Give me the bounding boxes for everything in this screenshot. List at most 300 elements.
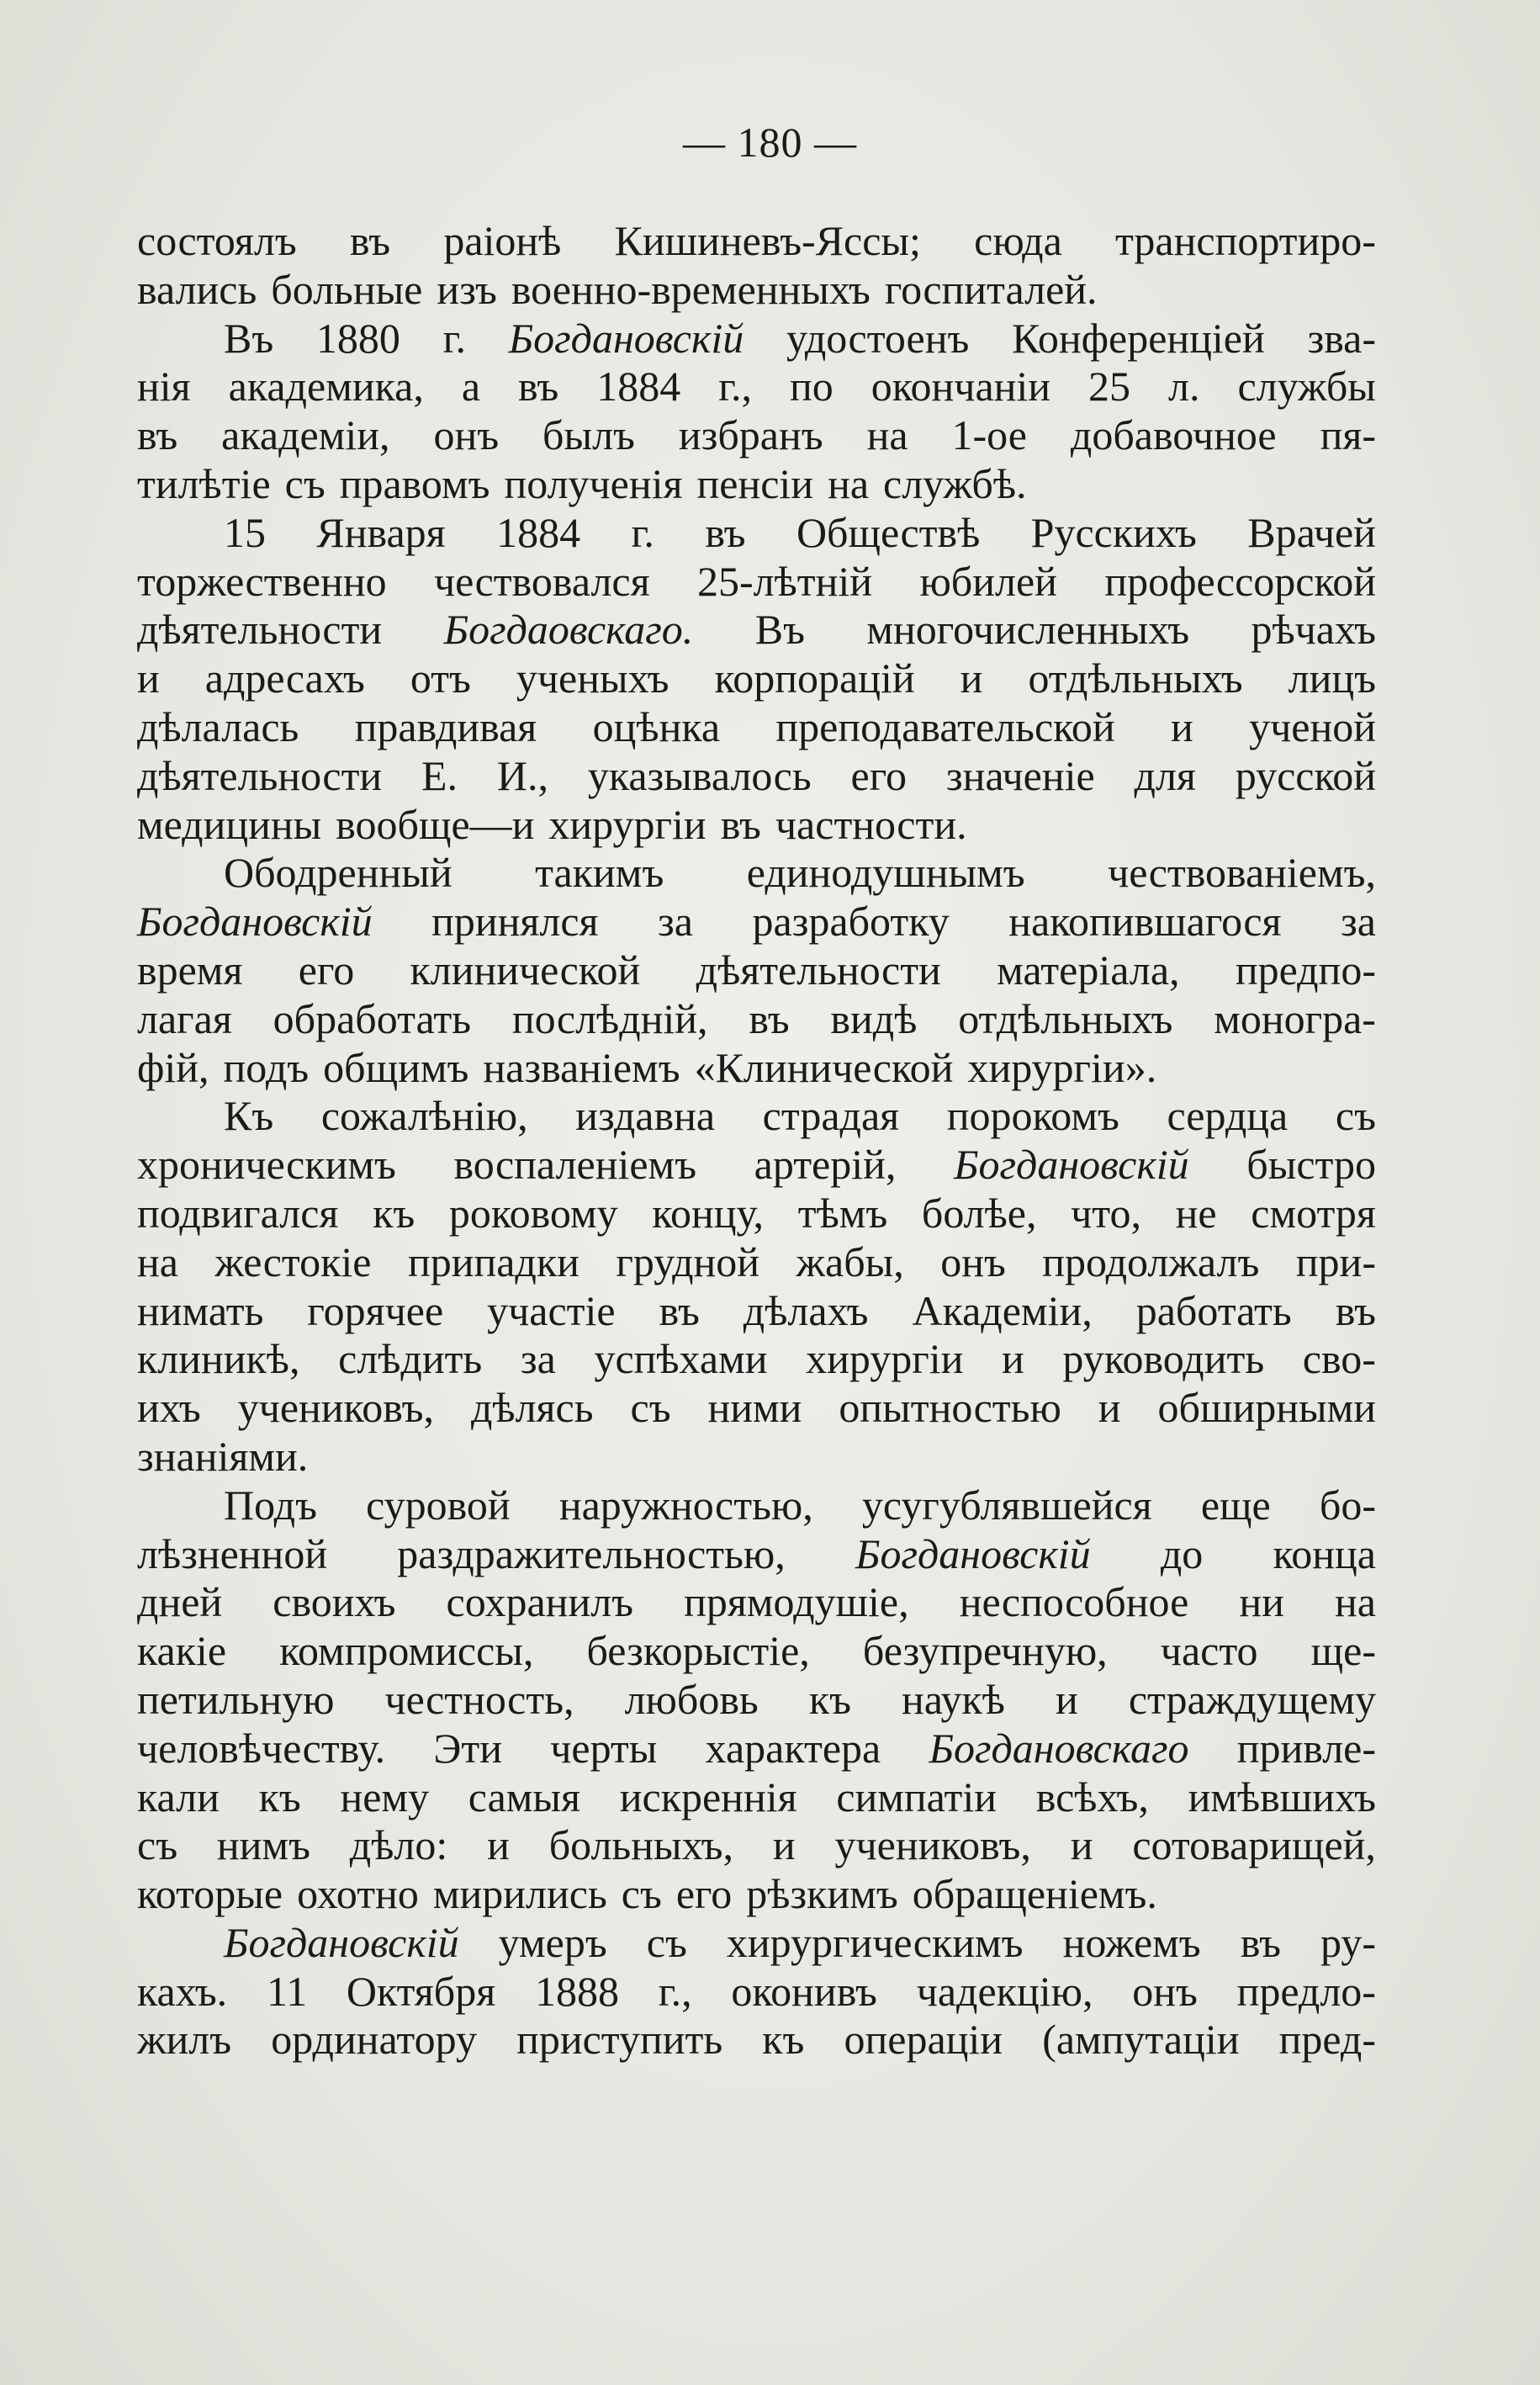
- word: [974, 217, 1062, 266]
- text: наружностью,: [558, 1481, 813, 1529]
- text: Ободренный: [224, 849, 452, 897]
- text: опытностью: [839, 1384, 1061, 1432]
- word: [616, 1238, 759, 1287]
- text: добавочное: [1070, 411, 1277, 459]
- text: онъ: [1132, 1967, 1198, 2015]
- text: лагая: [137, 994, 232, 1042]
- text: окончаніи: [871, 363, 1051, 411]
- word: [487, 1287, 615, 1336]
- text-line: [137, 703, 1376, 752]
- word: [1071, 1190, 1141, 1238]
- text-line: [137, 801, 1376, 850]
- text: клинической: [410, 946, 641, 994]
- text: за: [520, 1335, 556, 1383]
- word: [433, 1870, 607, 1919]
- word: [844, 2016, 1003, 2064]
- text: на: [1335, 1578, 1376, 1626]
- word: [1296, 1238, 1376, 1287]
- text: въ: [349, 217, 391, 264]
- text: въ: [1335, 1286, 1376, 1334]
- text: съ: [137, 1821, 178, 1869]
- word: [1062, 1335, 1264, 1384]
- word: [137, 2016, 231, 2064]
- word: [483, 1044, 680, 1093]
- word: [336, 801, 534, 850]
- word: [967, 1044, 1156, 1093]
- word: [625, 1676, 759, 1725]
- word: [137, 1725, 385, 1773]
- word: [727, 1919, 1024, 1968]
- word: [1171, 703, 1193, 752]
- text-line: [137, 1044, 1376, 1093]
- word: [453, 1141, 696, 1190]
- word: [447, 1578, 633, 1627]
- text: дѣятельности: [137, 606, 383, 654]
- word: [431, 898, 598, 946]
- text-line: [137, 752, 1376, 801]
- word: [697, 558, 872, 607]
- word: [137, 946, 242, 995]
- text-line: [137, 1092, 1376, 1141]
- word: [267, 1968, 307, 2017]
- word: [449, 1190, 618, 1238]
- text: тѣмъ: [797, 1189, 888, 1237]
- word: [1071, 411, 1277, 460]
- word: [224, 315, 273, 363]
- word: [1320, 1481, 1376, 1530]
- text: умеръ: [498, 1918, 607, 1966]
- text: хроническимъ: [137, 1141, 396, 1189]
- word: [954, 1141, 1189, 1190]
- word: [883, 460, 1026, 509]
- text: клиникѣ,: [137, 1335, 300, 1383]
- italic-text: Богдановскій: [508, 314, 744, 362]
- word: [1129, 1676, 1376, 1725]
- word: [1311, 1627, 1376, 1676]
- word: [366, 1481, 511, 1530]
- word: [307, 1287, 443, 1336]
- word: [1320, 1919, 1376, 1968]
- text: горячее: [307, 1286, 444, 1334]
- text: пред-: [1278, 2016, 1376, 2064]
- text: искреннія: [619, 1773, 797, 1821]
- text: издавна: [575, 1092, 716, 1140]
- word: [1132, 1821, 1376, 1870]
- word: [715, 655, 915, 703]
- text: «Клинической: [694, 1043, 954, 1091]
- text: былъ: [542, 411, 635, 459]
- text: черты: [550, 1724, 658, 1772]
- text: послѣдній,: [511, 994, 708, 1042]
- word: [652, 1190, 764, 1238]
- text: профессорской: [1104, 557, 1376, 605]
- text-line: [137, 1335, 1376, 1384]
- text: безкорыстіе,: [586, 1627, 810, 1675]
- text: къ: [762, 2016, 805, 2064]
- text: ихъ: [137, 1384, 201, 1432]
- text: видѣ: [830, 994, 918, 1042]
- word: [347, 1968, 495, 2017]
- text: накопившагося: [1008, 898, 1282, 946]
- word: [747, 849, 1025, 898]
- text: которые: [137, 1870, 283, 1918]
- text: и: [960, 655, 983, 702]
- text: такимъ: [535, 849, 664, 897]
- word: [137, 1044, 209, 1093]
- word: [917, 1968, 1093, 2017]
- text: 1-ое: [951, 411, 1027, 459]
- word: [1031, 509, 1197, 558]
- text: и: [1098, 1384, 1121, 1432]
- word: [259, 1773, 301, 1822]
- word: [137, 1384, 201, 1433]
- text-line: [137, 1238, 1376, 1287]
- text-line: [137, 1141, 1376, 1190]
- word: [549, 1821, 733, 1870]
- text: кахъ.: [137, 1967, 228, 2015]
- text: И.,: [496, 751, 548, 799]
- text: артерій,: [754, 1141, 897, 1189]
- text: при-: [1295, 1238, 1376, 1285]
- text: больныхъ,: [548, 1821, 734, 1869]
- word: [205, 655, 365, 703]
- word: [434, 558, 650, 607]
- word: [496, 509, 580, 558]
- word: [408, 1238, 579, 1287]
- word: [786, 315, 969, 363]
- text: его: [298, 946, 355, 994]
- word: [863, 1627, 1108, 1676]
- text: ученой: [1249, 702, 1376, 750]
- word: [516, 2016, 722, 2064]
- text: подвигался: [137, 1189, 339, 1237]
- text: его: [675, 1870, 733, 1918]
- word: [828, 460, 869, 509]
- text-line: [137, 2016, 1376, 2064]
- word: [316, 315, 400, 363]
- text: 15: [224, 508, 266, 556]
- word: [1246, 1141, 1376, 1190]
- italic-text: Богдановскій: [224, 1918, 459, 1966]
- text: знаніями.: [137, 1432, 309, 1480]
- word: [1241, 1919, 1281, 1968]
- word: [951, 411, 1026, 460]
- text: обращеніемъ.: [912, 1870, 1157, 1918]
- word: [1201, 1481, 1271, 1530]
- text: Подъ: [224, 1481, 317, 1529]
- word: [1167, 1092, 1289, 1141]
- text: частности.: [775, 800, 967, 848]
- text: усугублявшейся: [861, 1481, 1152, 1529]
- text: Января: [316, 508, 446, 556]
- word: [137, 1627, 226, 1676]
- word: [1012, 315, 1265, 363]
- word: [1336, 1287, 1376, 1336]
- word: [706, 1725, 881, 1773]
- text: сотоварищей,: [1132, 1821, 1376, 1869]
- word: [316, 509, 445, 558]
- word: [1008, 898, 1281, 946]
- word: [615, 217, 921, 266]
- word: [885, 266, 1098, 315]
- text: Къ: [224, 1092, 274, 1140]
- word: [487, 1821, 510, 1870]
- word: [433, 1725, 502, 1773]
- word: [321, 1092, 528, 1141]
- text: на: [137, 1238, 178, 1285]
- word: [721, 801, 761, 850]
- text-line: [137, 1287, 1376, 1336]
- text: самыя: [468, 1773, 581, 1821]
- word: [137, 1190, 338, 1238]
- word: [137, 1821, 177, 1870]
- word: [659, 1968, 692, 2017]
- text: для: [1134, 751, 1196, 799]
- text: 1888: [535, 1967, 620, 2015]
- word: [238, 1384, 434, 1433]
- word: [137, 1433, 308, 1481]
- word: [773, 1821, 796, 1870]
- word: [221, 411, 389, 460]
- text-line: [137, 898, 1376, 946]
- word: [684, 1578, 908, 1627]
- word: [836, 1773, 997, 1822]
- word: [1168, 363, 1199, 411]
- text: сердца: [1167, 1092, 1289, 1140]
- text: порокомъ: [946, 1092, 1119, 1140]
- word: [867, 411, 908, 460]
- text: кали: [137, 1773, 220, 1821]
- text: обработать: [273, 994, 472, 1042]
- word: [1335, 1578, 1376, 1627]
- word: [1136, 1287, 1292, 1336]
- text: работать: [1135, 1286, 1292, 1334]
- word: [1252, 606, 1376, 655]
- word: [922, 1190, 1037, 1238]
- text: нему: [340, 1773, 430, 1821]
- word: [1303, 1335, 1376, 1384]
- word: [512, 995, 708, 1044]
- word: [1002, 1335, 1024, 1384]
- text: отдѣльныхъ: [1028, 655, 1243, 702]
- word: [696, 946, 941, 995]
- word: [137, 1287, 263, 1336]
- word: [224, 1092, 273, 1141]
- word: [279, 1627, 533, 1676]
- word: [137, 655, 160, 703]
- word: [224, 849, 452, 898]
- word: [323, 1044, 468, 1093]
- text: 11: [266, 1967, 308, 2015]
- word: [752, 898, 949, 946]
- word: [471, 1384, 594, 1433]
- word: [421, 752, 458, 801]
- word: [273, 1578, 395, 1627]
- text: болѣе,: [921, 1189, 1037, 1237]
- word: [798, 1190, 888, 1238]
- word: [224, 1044, 310, 1093]
- text: привле-: [1236, 1724, 1376, 1772]
- text: страдая: [762, 1092, 900, 1140]
- text: и: [1002, 1335, 1024, 1383]
- text: часто: [1160, 1627, 1258, 1675]
- text: матеріала,: [997, 946, 1180, 994]
- text: и: [487, 1821, 510, 1869]
- word: [499, 1919, 607, 1968]
- word: [913, 1870, 1157, 1919]
- text: полученія: [504, 459, 683, 507]
- text: хирургическимъ: [726, 1918, 1024, 1966]
- text: 25: [1088, 363, 1131, 411]
- text-line: [137, 1384, 1376, 1433]
- text: продолжалъ: [1042, 1238, 1260, 1285]
- word: [521, 1335, 556, 1384]
- text: всѣхъ,: [1035, 1773, 1149, 1821]
- word: [1237, 1725, 1376, 1773]
- word: [762, 2016, 804, 2064]
- word: [594, 1335, 767, 1384]
- text: единодушнымъ: [746, 849, 1025, 897]
- text: не: [1175, 1189, 1217, 1237]
- word: [340, 460, 490, 509]
- text: л.: [1168, 363, 1200, 411]
- text: Врачей: [1247, 508, 1376, 556]
- text: чествовался: [434, 557, 650, 605]
- text: предпо-: [1235, 946, 1376, 994]
- text: онъ: [433, 411, 500, 459]
- text: и: [772, 1821, 796, 1869]
- text: время: [137, 946, 243, 994]
- text: къ: [808, 1675, 851, 1723]
- word: [1336, 1092, 1376, 1141]
- word: [1279, 2016, 1376, 2064]
- text: грудной: [616, 1238, 760, 1285]
- text: пенсіи: [696, 459, 814, 507]
- text: успѣхами: [594, 1335, 768, 1383]
- text: Кишиневъ-Яссы;: [614, 217, 921, 264]
- word: [1042, 1238, 1259, 1287]
- text: жестокіе: [214, 1238, 372, 1285]
- text: нимъ: [216, 1821, 310, 1869]
- text: за: [658, 898, 693, 946]
- word: [1036, 1773, 1149, 1822]
- text: 25-лѣтній: [697, 557, 873, 605]
- word: [658, 898, 693, 946]
- text: ще-: [1310, 1627, 1376, 1675]
- text: безупречную,: [862, 1627, 1108, 1675]
- word: [497, 752, 548, 801]
- word: [137, 1238, 178, 1287]
- word: [433, 411, 499, 460]
- word: [137, 217, 297, 266]
- word: [1104, 558, 1376, 607]
- text-line: [137, 1433, 1376, 1481]
- word: [593, 703, 720, 752]
- word: [851, 752, 907, 801]
- text: за: [1341, 898, 1376, 946]
- word: [790, 363, 834, 411]
- text: (ампутаціи: [1042, 2016, 1240, 2064]
- body-text: [137, 217, 1376, 2064]
- text: роковому: [448, 1189, 618, 1237]
- word: [340, 1773, 429, 1822]
- text: ру-: [1320, 1918, 1376, 1966]
- word: [1063, 1919, 1201, 1968]
- text-line: [137, 1870, 1376, 1919]
- text: разработку: [752, 898, 950, 946]
- text: преподавательской: [775, 702, 1115, 750]
- word: [297, 1870, 419, 1919]
- text: 1884: [496, 508, 581, 556]
- text: оконивъ: [731, 1967, 877, 2015]
- word: [631, 1384, 671, 1433]
- text-line: [137, 1725, 1376, 1773]
- text-line: [137, 1821, 1376, 1870]
- text: вались: [137, 265, 257, 313]
- text: своихъ: [273, 1578, 396, 1626]
- text: правдивая: [354, 702, 537, 750]
- word: [137, 411, 177, 460]
- word: [754, 1141, 897, 1190]
- word: [586, 1627, 809, 1676]
- word: [214, 1238, 371, 1287]
- word: [443, 217, 561, 266]
- text: подъ: [223, 1043, 310, 1091]
- word: [1188, 1773, 1376, 1822]
- text: ними: [707, 1384, 802, 1432]
- word: [1108, 849, 1376, 898]
- word: [437, 266, 497, 315]
- text: учениковъ,: [834, 1821, 1031, 1869]
- text: чествованіемъ,: [1108, 849, 1376, 897]
- text-line: [137, 1190, 1376, 1238]
- text: г.,: [658, 1967, 692, 2015]
- word: [1158, 1384, 1376, 1433]
- word: [137, 703, 299, 752]
- text: дѣлалась: [137, 702, 299, 750]
- text: транспортиро-: [1114, 217, 1376, 264]
- text: руководить: [1062, 1335, 1265, 1383]
- text: правомъ: [339, 459, 490, 507]
- word: [137, 266, 257, 315]
- word: [806, 1335, 963, 1384]
- text: сюда: [974, 217, 1062, 264]
- text: въ: [137, 411, 178, 459]
- word: [1320, 411, 1376, 460]
- word: [659, 1287, 700, 1336]
- word: [224, 1481, 317, 1530]
- text: какіе: [137, 1627, 227, 1675]
- word: [855, 1530, 1091, 1579]
- text-line: [137, 1627, 1376, 1676]
- text: къ: [258, 1773, 301, 1821]
- word: [775, 801, 967, 850]
- word: [1236, 946, 1376, 995]
- text: въ: [720, 800, 761, 848]
- text: раздражительностью,: [397, 1529, 786, 1577]
- text: петильную: [137, 1675, 335, 1723]
- word: [622, 1870, 662, 1919]
- word: [1237, 363, 1375, 411]
- text: смотря: [1251, 1189, 1376, 1237]
- text: г.: [442, 314, 466, 362]
- word: [796, 509, 980, 558]
- text: операціи: [844, 2016, 1003, 2064]
- text: дѣлахъ: [743, 1286, 869, 1334]
- word: [285, 460, 325, 509]
- word: [912, 1287, 1092, 1336]
- text-line: [137, 460, 1376, 509]
